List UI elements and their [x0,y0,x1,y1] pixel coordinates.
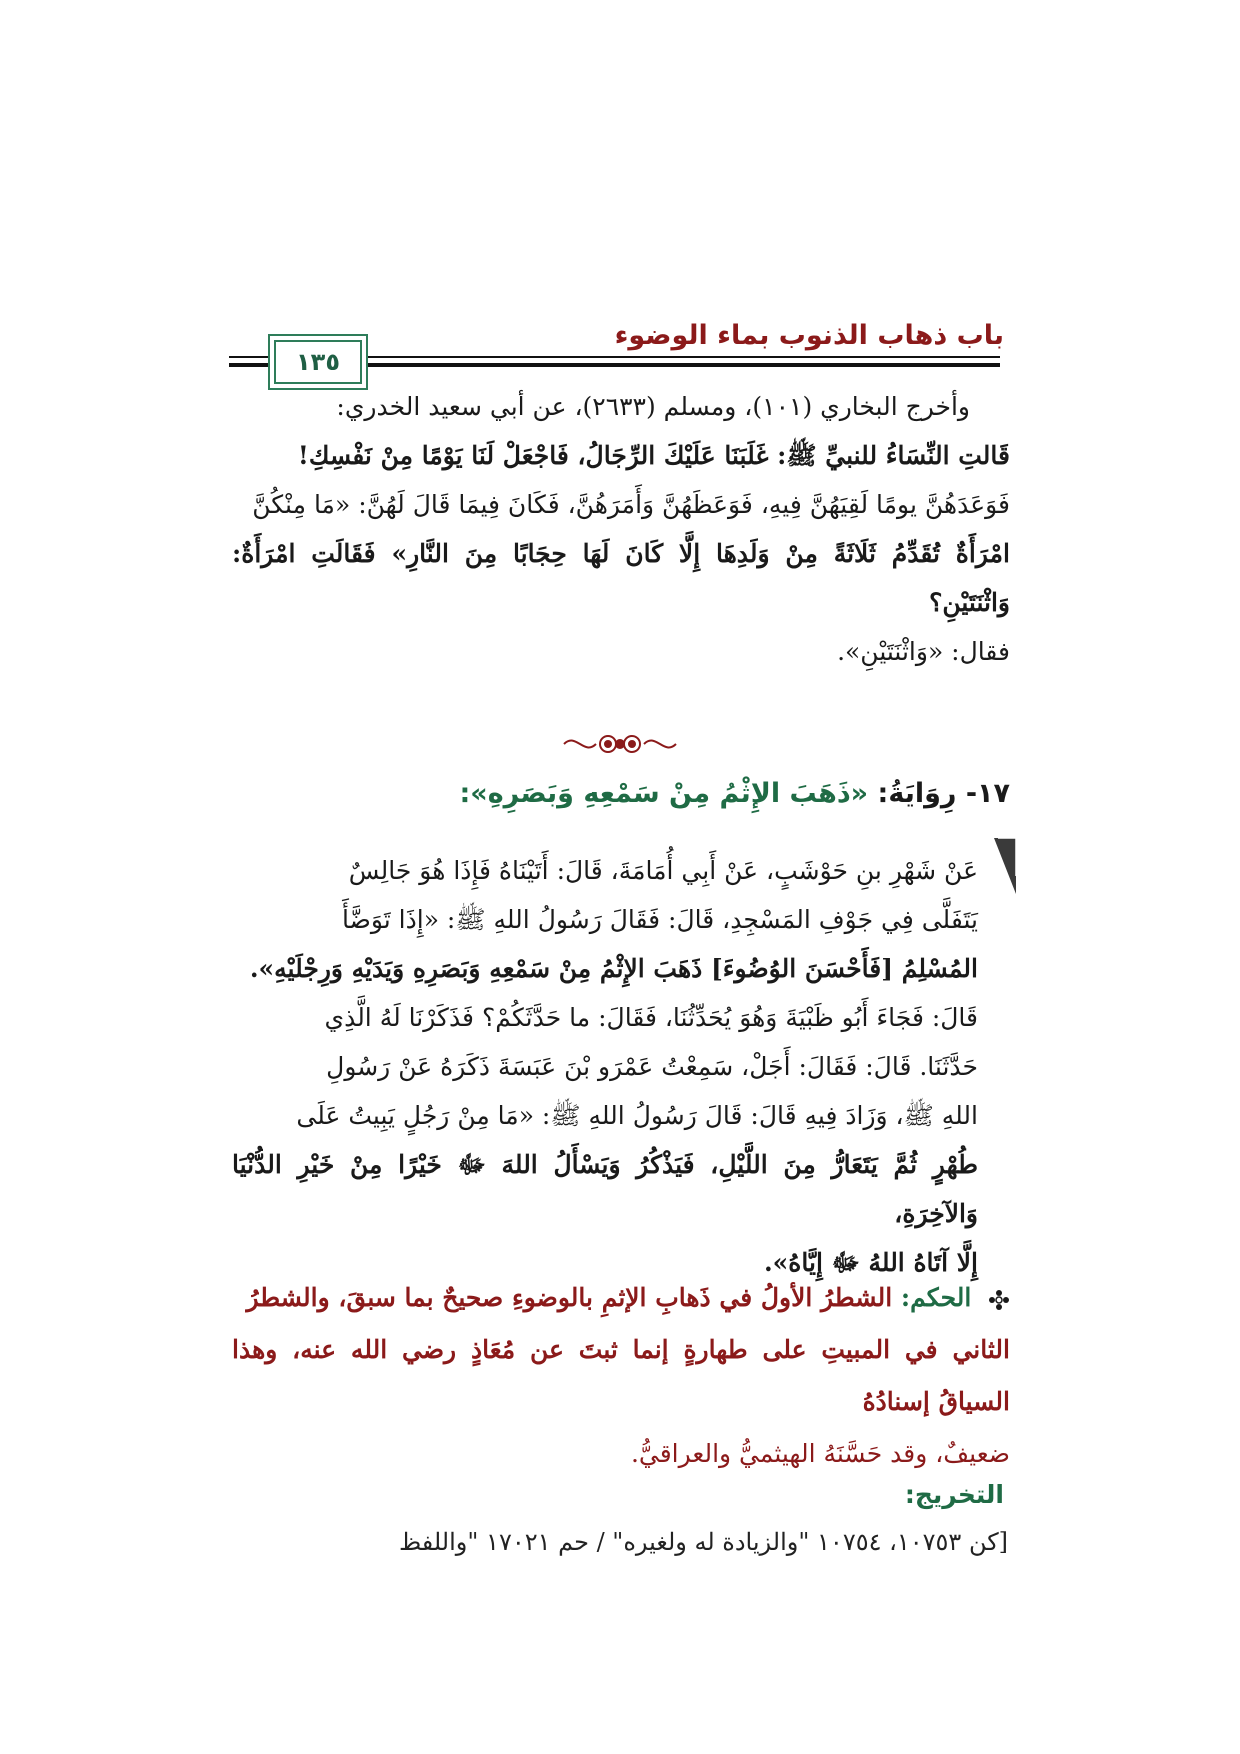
flower-icon [988,1289,1010,1311]
hadith-line-3: المُسْلِمُ [فَأَحْسَنَ الوُضُوءَ] ذَهَبَ الإِثْمُ مِنْ سَمْعِهِ وَبَصَرِهِ وَيَدَيْهِ وَرِجْلَيْهِ». [249,954,978,983]
intro-paragraph [232,382,1010,676]
hadith-line-8: إِلَّا آتَاهُ اللهُ ﷻ إِيَّاهُ». [763,1248,978,1277]
intro-line-1: وأخرج البخاري (١٠١)، ومسلم (٢٦٣٣)، عن أبي سعيد الخدري: [336,392,970,421]
intro-line-2: قَالتِ النِّسَاءُ للنبيِّ ﷺ: غَلَبَنَا عَلَيْكَ الرِّجَالُ، فَاجْعَلْ لَنَا يَوْمًا مِنْ نَفْسِكِ! [297,441,1010,470]
section-title [459,778,1010,809]
section-title-quote: «ذَهَبَ الإِثْمُ مِنْ سَمْعِهِ وَبَصَرِهِ»: [459,778,869,809]
section-title-prefix: ١٧- رِوَايَةُ: [877,778,1010,809]
section-divider-ornament [560,726,680,762]
hadith-line-1: عَنْ شَهْرِ بنِ حَوْشَبٍ، عَنْ أَبِي أُمَامَةَ، قَالَ: أَتَيْنَاهُ فَإِذَا هُوَ جَالِسٌ [348,856,978,885]
ruling-paragraph [232,1272,1010,1480]
hadith-line-5: حَدَّثَنَا. قَالَ: فَقَالَ: أَجَلْ، سَمِعْتُ عَمْرَو بْنَ عَبَسَةَ ذَكَرَهُ عَنْ رَسُولِ [326,1052,978,1081]
takhrij-line: [كن ١٠٧٥٣، ١٠٧٥٤ "والزيادة له ولغيره" / حم ١٧٠٢١ "واللفظ [398,1528,1008,1556]
hadith-paragraph [232,846,978,1287]
ruling-line-1 [232,1272,1010,1324]
ruling-line-3: ضعيفٌ، وقد حَسَّنَهُ الهيثميُّ والعراقيُّ. [630,1439,1010,1468]
intro-line-3: فَوَعَدَهُنَّ يومًا لَقِيَهُنَّ فِيهِ، فَوَعَظَهُنَّ وَأَمَرَهُنَّ، فَكَانَ فِيمَا قَالَ لَهُنَّ: «مَا مِنْكُنَّ [252,490,1010,519]
intro-line-5: فقال: «وَاثْنَتَيْنِ». [837,637,1010,666]
ruling-line-2: الثاني في المبيتِ على طهارةٍ إنما ثبتَ عن مُعَاذٍ رضي الله عنه، وهذا السياقُ إسنادُهُ [232,1335,1010,1416]
ruling-label: الحكم: [900,1283,972,1312]
paragraph-corner-ornament [992,836,1018,896]
ruling-text-1: الشطرُ الأولُ في ذَهابِ الإثمِ بالوضوءِ صحيحٌ بما سبقَ، والشطرُ [246,1283,893,1312]
hadith-line-2: يَتَفَلَّى فِي جَوْفِ المَسْجِدِ، قَالَ: فَقَالَ رَسُولُ اللهِ ﷺ: «إِذَا تَوَضَّأَ [342,905,978,934]
page-number: ١٣٥ [296,348,340,376]
intro-line-4: امْرَأَةٌ تُقَدِّمُ ثَلَاثَةً مِنْ وَلَدِهَا إِلَّا كَانَ لَهَا حِجَابًا مِنَ النَّارِ» فَقَالَتِ امْرَأَةٌ: وَاثْنَتَيْنِ؟ [232,539,1010,617]
hadith-line-4: قَالَ: فَجَاءَ أَبُو ظَبْيَةَ وَهُوَ يُحَدِّثُنَا، فَقَالَ: ما حَدَّثَكُمْ؟ فَذَكَرْنَا لَهُ الَّذِي [324,1003,978,1032]
hadith-line-6: اللهِ ﷺ، وَزَادَ فِيهِ قَالَ: قَالَ رَسُولُ اللهِ ﷺ: «مَا مِنْ رَجُلٍ يَبِيتُ عَلَى [296,1101,978,1130]
running-title: باب ذهاب الذنوب بماء الوضوء [614,320,1004,351]
takhrij-title: التخريج: [904,1480,1004,1509]
hadith-line-7: طُهْرٍ ثُمَّ يَتَعَارُّ مِنَ اللَّيْلِ، فَيَذْكُرُ وَيَسْأَلُ اللهَ ﷻ خَيْرًا مِنْ خَيْرِ الدُّنْيَا وَالآخِرَةِ، [232,1150,978,1228]
